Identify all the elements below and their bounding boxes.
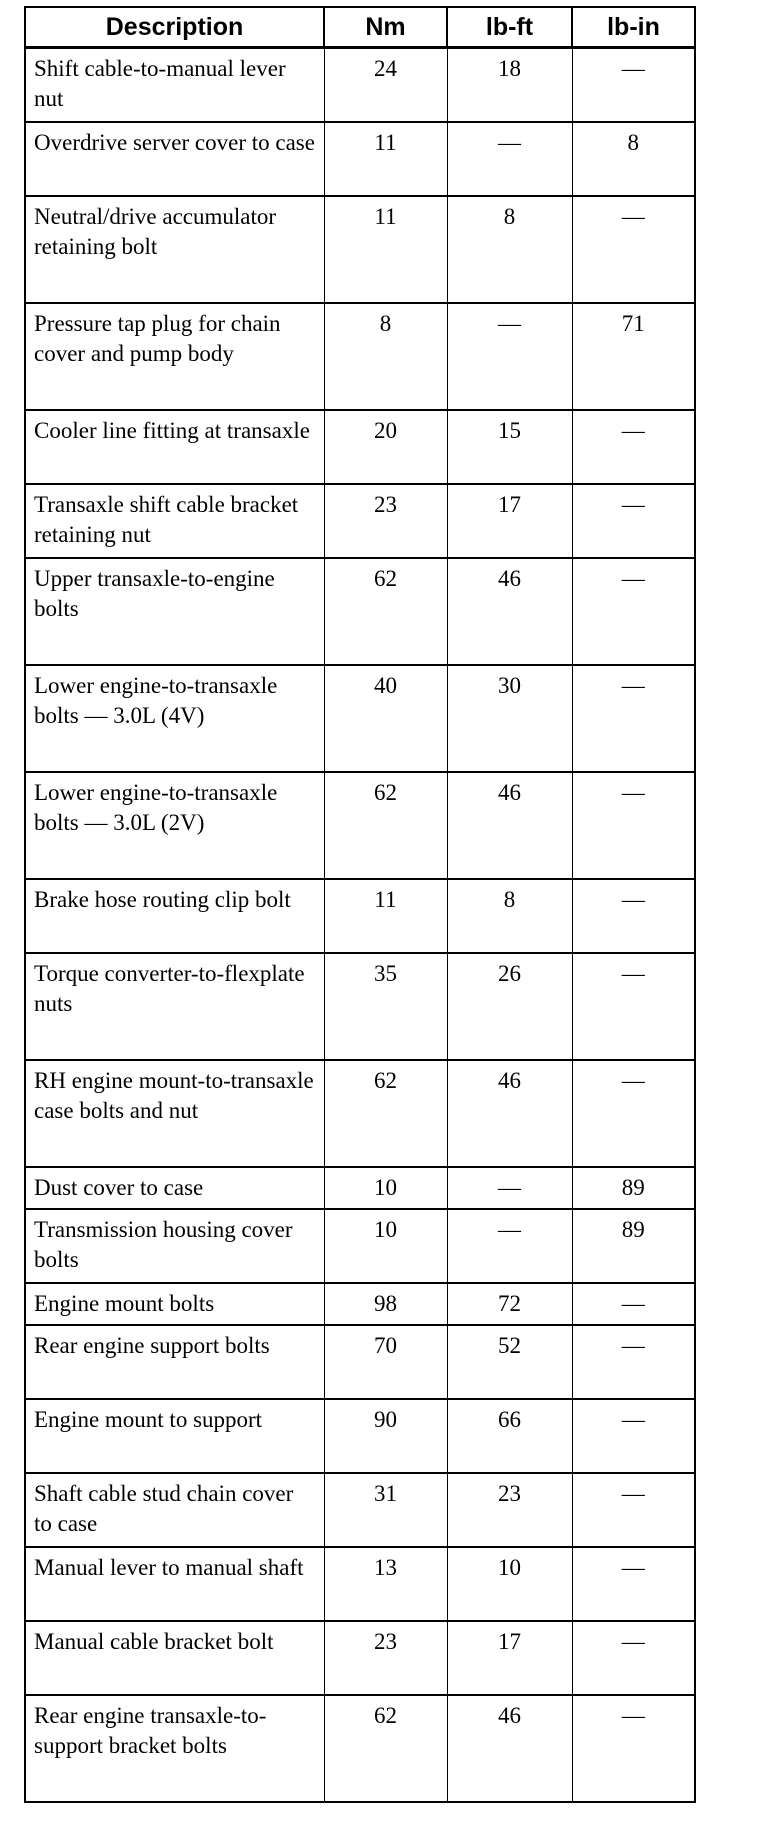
cell-description: Dust cover to case xyxy=(25,1167,324,1209)
cell-lbin: — xyxy=(572,1399,695,1473)
header-nm: Nm xyxy=(324,7,447,48)
cell-lbin: 71 xyxy=(572,303,695,410)
table-row xyxy=(25,1209,695,1283)
cell-nm: 31 xyxy=(324,1473,447,1547)
cell-lbin: 89 xyxy=(572,1209,695,1283)
table-row xyxy=(25,953,695,1060)
cell-lbft: 52 xyxy=(447,1325,572,1399)
cell-lbin: — xyxy=(572,1621,695,1695)
cell-lbft: 30 xyxy=(447,665,572,772)
cell-lbft: 46 xyxy=(447,1060,572,1167)
cell-description: Rear engine support bolts xyxy=(25,1325,324,1399)
table-row xyxy=(25,48,695,123)
cell-description: Brake hose routing clip bolt xyxy=(25,879,324,953)
table-row xyxy=(25,1621,695,1695)
table-row xyxy=(25,1325,695,1399)
cell-lbft: — xyxy=(447,122,572,196)
cell-lbin: — xyxy=(572,1283,695,1325)
table-row xyxy=(25,879,695,953)
cell-lbft: 17 xyxy=(447,1621,572,1695)
cell-lbin: — xyxy=(572,410,695,484)
cell-description: Engine mount bolts xyxy=(25,1283,324,1325)
cell-nm: 62 xyxy=(324,1695,447,1802)
cell-nm: 11 xyxy=(324,879,447,953)
cell-description: Rear engine transaxle-to-support bracket bolts xyxy=(25,1695,324,1802)
cell-nm: 35 xyxy=(324,953,447,1060)
table-row xyxy=(25,1399,695,1473)
cell-nm: 8 xyxy=(324,303,447,410)
cell-description: Manual cable bracket bolt xyxy=(25,1621,324,1695)
cell-nm: 20 xyxy=(324,410,447,484)
cell-description: Cooler line fitting at transaxle xyxy=(25,410,324,484)
cell-lbin: — xyxy=(572,48,695,123)
table-row xyxy=(25,1547,695,1621)
cell-nm: 62 xyxy=(324,772,447,879)
table-row xyxy=(25,1167,695,1209)
cell-lbin: 89 xyxy=(572,1167,695,1209)
cell-lbft: 46 xyxy=(447,558,572,665)
cell-lbin: — xyxy=(572,558,695,665)
cell-nm: 11 xyxy=(324,122,447,196)
cell-description: Lower engine-to-transaxle bolts — 3.0L (2V) xyxy=(25,772,324,879)
table-header-row xyxy=(25,7,695,48)
table-row xyxy=(25,772,695,879)
cell-lbin: — xyxy=(572,1473,695,1547)
cell-nm: 23 xyxy=(324,1621,447,1695)
cell-nm: 98 xyxy=(324,1283,447,1325)
cell-lbft: 18 xyxy=(447,48,572,123)
cell-nm: 70 xyxy=(324,1325,447,1399)
cell-lbin: — xyxy=(572,1547,695,1621)
cell-nm: 90 xyxy=(324,1399,447,1473)
table-row xyxy=(25,1473,695,1547)
cell-nm: 40 xyxy=(324,665,447,772)
cell-lbin: — xyxy=(572,484,695,558)
cell-lbft: — xyxy=(447,303,572,410)
table-row xyxy=(25,196,695,303)
header-description: Description xyxy=(25,7,324,48)
cell-description: Neutral/drive accumulator retaining bolt xyxy=(25,196,324,303)
cell-description: Shaft cable stud chain cover to case xyxy=(25,1473,324,1547)
cell-lbin: — xyxy=(572,1695,695,1802)
table-row xyxy=(25,1060,695,1167)
cell-description: Manual lever to manual shaft xyxy=(25,1547,324,1621)
cell-lbin: — xyxy=(572,196,695,303)
cell-lbft: 46 xyxy=(447,772,572,879)
table-row xyxy=(25,665,695,772)
cell-lbft: 10 xyxy=(447,1547,572,1621)
cell-lbft: 8 xyxy=(447,879,572,953)
torque-spec-table xyxy=(24,6,696,1803)
cell-nm: 10 xyxy=(324,1167,447,1209)
cell-description: Shift cable-to-manual lever nut xyxy=(25,48,324,123)
cell-lbin: — xyxy=(572,1325,695,1399)
cell-description: Torque converter-to-flexplate nuts xyxy=(25,953,324,1060)
cell-lbft: 72 xyxy=(447,1283,572,1325)
cell-nm: 62 xyxy=(324,558,447,665)
cell-lbft: 8 xyxy=(447,196,572,303)
cell-lbft: — xyxy=(447,1167,572,1209)
table-row xyxy=(25,1695,695,1802)
cell-nm: 10 xyxy=(324,1209,447,1283)
cell-description: Transmission housing cover bolts xyxy=(25,1209,324,1283)
cell-lbin: — xyxy=(572,953,695,1060)
cell-description: Transaxle shift cable bracket retaining nut xyxy=(25,484,324,558)
cell-lbin: 8 xyxy=(572,122,695,196)
cell-lbft: 46 xyxy=(447,1695,572,1802)
cell-description: RH engine mount-to-transaxle case bolts and nut xyxy=(25,1060,324,1167)
cell-nm: 11 xyxy=(324,196,447,303)
cell-lbft: 23 xyxy=(447,1473,572,1547)
cell-lbin: — xyxy=(572,772,695,879)
cell-description: Pressure tap plug for chain cover and pump body xyxy=(25,303,324,410)
table-row xyxy=(25,410,695,484)
cell-lbin: — xyxy=(572,879,695,953)
cell-nm: 62 xyxy=(324,1060,447,1167)
cell-lbin: — xyxy=(572,665,695,772)
header-lbft: lb-ft xyxy=(447,7,572,48)
table-row xyxy=(25,1283,695,1325)
cell-lbft: 17 xyxy=(447,484,572,558)
table-row xyxy=(25,303,695,410)
cell-lbft: 26 xyxy=(447,953,572,1060)
cell-lbft: 66 xyxy=(447,1399,572,1473)
cell-lbft: 15 xyxy=(447,410,572,484)
cell-description: Overdrive server cover to case xyxy=(25,122,324,196)
cell-lbin: — xyxy=(572,1060,695,1167)
cell-description: Upper transaxle-to-engine bolts xyxy=(25,558,324,665)
header-lbin: lb-in xyxy=(572,7,695,48)
table-row xyxy=(25,122,695,196)
table-row xyxy=(25,484,695,558)
table-row xyxy=(25,558,695,665)
cell-description: Lower engine-to-transaxle bolts — 3.0L (4V) xyxy=(25,665,324,772)
cell-lbft: — xyxy=(447,1209,572,1283)
cell-nm: 24 xyxy=(324,48,447,123)
cell-description: Engine mount to support xyxy=(25,1399,324,1473)
cell-nm: 23 xyxy=(324,484,447,558)
cell-nm: 13 xyxy=(324,1547,447,1621)
